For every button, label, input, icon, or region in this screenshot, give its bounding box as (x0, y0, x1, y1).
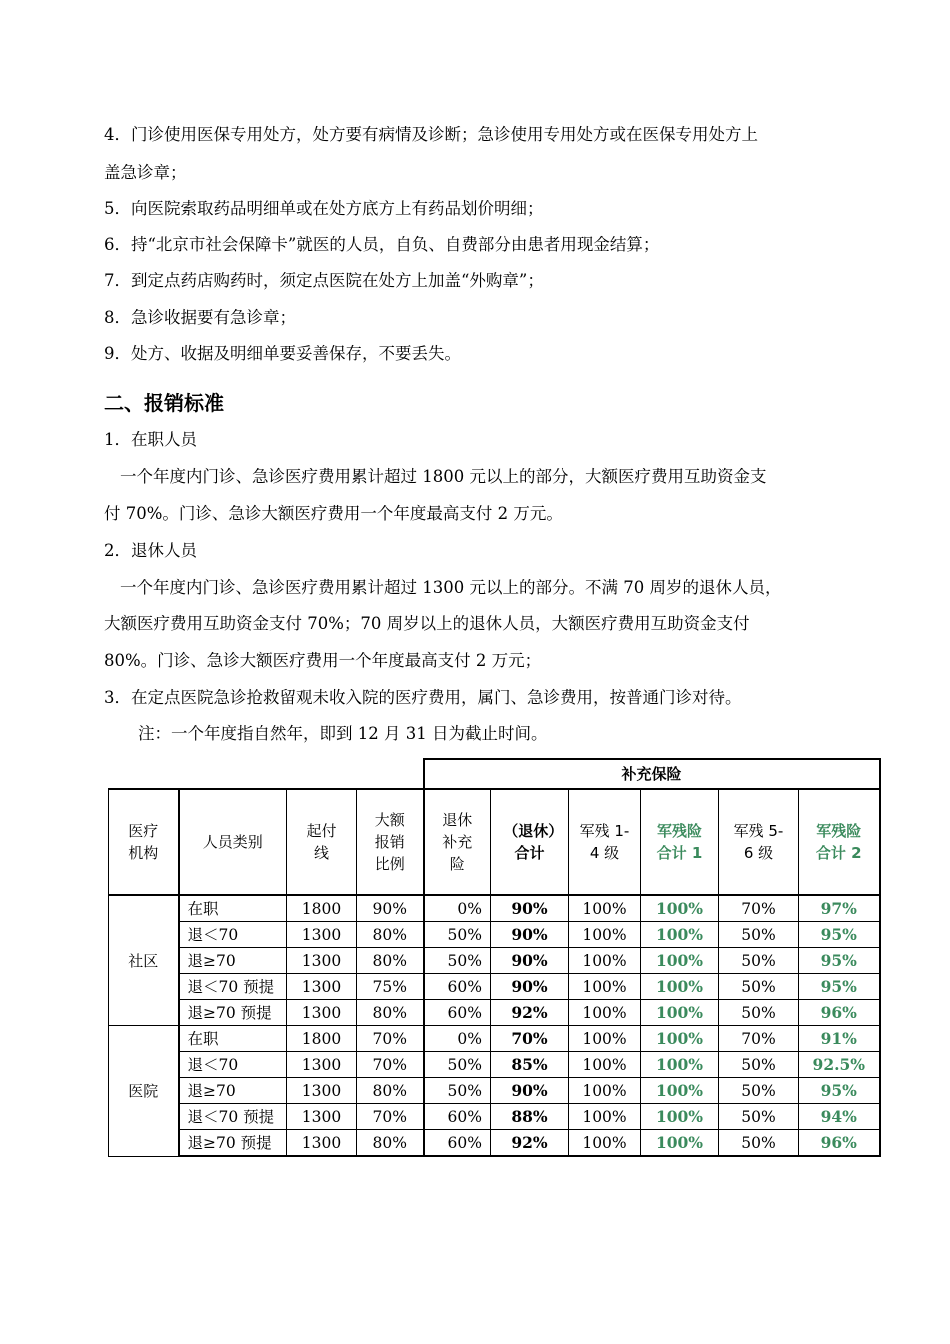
cell-retire-supp: 50% (424, 922, 491, 948)
cell-army-total1: 100% (641, 1026, 719, 1052)
header-army-total1 (641, 789, 719, 895)
cell-army-1-4: 100% (569, 974, 641, 1000)
cell-category: 退＜70 (179, 922, 287, 948)
cell-army-1-4: 100% (569, 895, 641, 922)
cell-retire-supp: 60% (424, 1104, 491, 1130)
cell-retire-supp: 0% (424, 895, 491, 922)
header-threshold-label: 起付线 (306, 822, 337, 862)
cell-army-1-4: 100% (569, 922, 641, 948)
cell-army-total1: 100% (641, 1000, 719, 1026)
reimbursement-table (108, 758, 881, 1157)
cell-threshold: 1300 (287, 1078, 357, 1104)
cell-ratio: 80% (357, 948, 424, 974)
header-threshold (287, 789, 357, 895)
cell-army-1-4: 100% (569, 948, 641, 974)
cell-retire-supp: 50% (424, 948, 491, 974)
cell-category: 退≥70 预提 (179, 1000, 287, 1026)
section-heading: 二、报销标准 (104, 391, 224, 415)
cell-army-total1: 100% (641, 1130, 719, 1157)
cell-army-1-4: 100% (569, 1052, 641, 1078)
header-army-1-4 (569, 789, 641, 895)
cell-threshold: 1300 (287, 1052, 357, 1078)
cell-army-total2: 91% (799, 1026, 880, 1052)
cell-threshold: 1800 (287, 895, 357, 922)
header-retire-supp-label: 退休补充险 (442, 811, 473, 873)
note-8: 8．急诊收据要有急诊章； (104, 308, 296, 327)
cell-threshold: 1300 (287, 974, 357, 1000)
cell-ratio: 80% (357, 1000, 424, 1026)
cell-ratio: 80% (357, 922, 424, 948)
cell-army-5-6: 50% (719, 1052, 799, 1078)
cell-army-1-4: 100% (569, 1130, 641, 1157)
cell-army-5-6: 70% (719, 1026, 799, 1052)
standard-1-line2: 付 70%。门诊、急诊大额医疗费用一个年度最高支付 2 万元。 (104, 504, 563, 523)
table-body (109, 895, 880, 1156)
cell-army-5-6: 50% (719, 948, 799, 974)
cell-army-total2: 95% (799, 922, 880, 948)
cell-army-total1: 100% (641, 974, 719, 1000)
standard-1-line1: 一个年度内门诊、急诊医疗费用累计超过 1800 元以上的部分，大额医疗费用互助资金支 (120, 467, 767, 486)
cell-category: 在职 (179, 895, 287, 922)
cell-army-total2: 96% (799, 1130, 880, 1157)
cell-retire-supp: 60% (424, 1130, 491, 1157)
table-row (109, 1000, 880, 1026)
cell-army-1-4: 100% (569, 1026, 641, 1052)
cell-ratio: 70% (357, 1052, 424, 1078)
header-ratio-label: 大额报销比例 (374, 811, 405, 873)
cell-retire-total: 88% (491, 1104, 569, 1130)
header-retire-supp (424, 789, 491, 895)
table-row (109, 948, 880, 974)
cell-retire-total: 90% (491, 895, 569, 922)
cell-army-total1: 100% (641, 1078, 719, 1104)
table-row (109, 1130, 880, 1157)
cell-category: 退＜70 (179, 1052, 287, 1078)
cell-retire-supp: 50% (424, 1052, 491, 1078)
cell-ratio: 80% (357, 1130, 424, 1157)
header-ratio (357, 789, 424, 895)
cell-retire-total: 90% (491, 948, 569, 974)
cell-army-1-4: 100% (569, 1104, 641, 1130)
cell-threshold: 1300 (287, 1000, 357, 1026)
note-9: 9．处方、收据及明细单要妥善保存，不要丢失。 (104, 344, 461, 363)
cell-retire-total: 92% (491, 1130, 569, 1157)
cell-org: 医院 (109, 1026, 179, 1157)
cell-category: 退≥70 预提 (179, 1130, 287, 1157)
cell-threshold: 1300 (287, 1104, 357, 1130)
note-4-cont: 盖急诊章； (104, 163, 187, 182)
cell-army-total1: 100% (641, 1052, 719, 1078)
table-row (109, 1078, 880, 1104)
table-row (109, 895, 880, 922)
cell-retire-total: 70% (491, 1026, 569, 1052)
cell-category: 退＜70 预提 (179, 974, 287, 1000)
footnote: 注：一个年度指自然年，即到 12 月 31 日为截止时间。 (138, 724, 548, 743)
cell-category: 退≥70 (179, 948, 287, 974)
note-5: 5．向医院索取药品明细单或在处方底方上有药品划价明细； (104, 199, 544, 218)
standard-2-line3: 80%。门诊、急诊大额医疗费用一个年度最高支付 2 万元； (104, 651, 542, 670)
cell-army-1-4: 100% (569, 1078, 641, 1104)
cell-army-total2: 95% (799, 948, 880, 974)
cell-army-5-6: 50% (719, 1078, 799, 1104)
header-retire-total (491, 789, 569, 895)
cell-army-5-6: 50% (719, 1000, 799, 1026)
cell-army-5-6: 50% (719, 1130, 799, 1157)
cell-retire-supp: 0% (424, 1026, 491, 1052)
cell-retire-supp: 60% (424, 1000, 491, 1026)
cell-category: 退≥70 (179, 1078, 287, 1104)
cell-threshold: 1800 (287, 1026, 357, 1052)
header-org (109, 789, 179, 895)
cell-retire-total: 85% (491, 1052, 569, 1078)
cell-army-total1: 100% (641, 922, 719, 948)
cell-army-total1: 100% (641, 1104, 719, 1130)
cell-retire-total: 90% (491, 974, 569, 1000)
cell-army-total2: 96% (799, 1000, 880, 1026)
cell-army-5-6: 50% (719, 1104, 799, 1130)
cell-threshold: 1300 (287, 1130, 357, 1157)
cell-army-1-4: 100% (569, 1000, 641, 1026)
cell-ratio: 70% (357, 1026, 424, 1052)
table-row (109, 1026, 880, 1052)
blank-corner (109, 759, 424, 789)
cell-ratio: 70% (357, 1104, 424, 1130)
cell-army-5-6: 70% (719, 895, 799, 922)
cell-retire-supp: 50% (424, 1078, 491, 1104)
cell-army-total1: 100% (641, 895, 719, 922)
cell-retire-supp: 60% (424, 974, 491, 1000)
cell-category: 退＜70 预提 (179, 1104, 287, 1130)
cell-army-total2: 95% (799, 974, 880, 1000)
cell-retire-total: 90% (491, 1078, 569, 1104)
standard-2-title: 2．退休人员 (104, 541, 197, 560)
cell-retire-total: 90% (491, 922, 569, 948)
note-6: 6．持“北京市社会保障卡”就医的人员，自负、自费部分由患者用现金结算； (104, 235, 660, 254)
table-row (109, 1052, 880, 1078)
cell-ratio: 75% (357, 974, 424, 1000)
cell-ratio: 80% (357, 1078, 424, 1104)
cell-threshold: 1300 (287, 922, 357, 948)
cell-army-total2: 97% (799, 895, 880, 922)
header-army-5-6 (719, 789, 799, 895)
cell-army-total2: 92.5% (799, 1052, 880, 1078)
cell-army-total2: 94% (799, 1104, 880, 1130)
standard-2-line1: 一个年度内门诊、急诊医疗费用累计超过 1300 元以上的部分。不满 70 周岁的退休人员， (120, 578, 782, 597)
table-row (109, 922, 880, 948)
standard-1-title: 1．在职人员 (104, 430, 197, 449)
header-army-5-6-label: 军残 5-6 级 (733, 822, 784, 862)
header-retire-total-label: （退休）合计 (503, 822, 556, 862)
cell-army-total2: 95% (799, 1078, 880, 1104)
note-7: 7．到定点药店购药时，须定点医院在处方上加盖“外购章”； (104, 271, 544, 290)
header-army-total1-label: 军残险合计 1 (656, 822, 703, 862)
cell-retire-total: 92% (491, 1000, 569, 1026)
table-row (109, 1104, 880, 1130)
cell-army-5-6: 50% (719, 974, 799, 1000)
standard-2-line2: 大额医疗费用互助资金支付 70%；70 周岁以上的退休人员，大额医疗费用互助资金支付 (104, 614, 750, 633)
header-army-total2 (799, 789, 880, 895)
table-row (109, 974, 880, 1000)
cell-army-5-6: 50% (719, 922, 799, 948)
header-army-1-4-label: 军残 1-4 级 (579, 822, 630, 862)
cell-category: 在职 (179, 1026, 287, 1052)
note-4: 4．门诊使用医保专用处方，处方要有病情及诊断；急诊使用专用处方或在医保专用处方上 (104, 125, 758, 144)
header-army-total2-label: 军残险合计 2 (815, 822, 862, 862)
supplement-header: 补充保险 (424, 759, 880, 789)
header-org-label: 医疗机构 (128, 822, 159, 862)
cell-org: 社区 (109, 895, 179, 1026)
header-category: 人员类别 (179, 789, 287, 895)
standard-3: 3．在定点医院急诊抢救留观未收入院的医疗费用，属门、急诊费用，按普通门诊对待。 (104, 688, 742, 707)
cell-ratio: 90% (357, 895, 424, 922)
cell-army-total1: 100% (641, 948, 719, 974)
cell-threshold: 1300 (287, 948, 357, 974)
